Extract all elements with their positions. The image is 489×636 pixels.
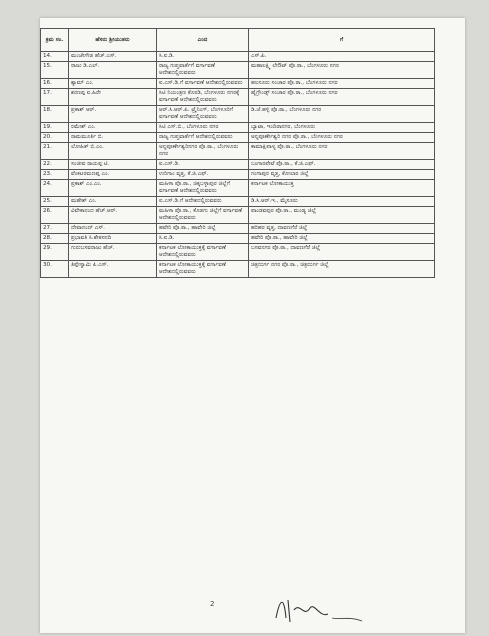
cell-serial-no: 16. (41, 78, 69, 88)
cell-from: ಹವೇರಿ ಪೊ.ಠಾ., ಹಾವೇರಿ ಜಿಲ್ಲೆ (157, 223, 249, 233)
cell-name: ವೆಂಕಟರಮಣಪ್ಪ ಎಂ. (69, 169, 157, 179)
cell-to: ಡಿ.ಸಿ.ಆರ್.ಇ., ಮೈಸೂರು (249, 196, 435, 206)
cell-name: ರಮೇಶ್ ಎಂ. (69, 122, 157, 132)
cell-name: ಶರಣಪ್ಪ ಐ.ಹಿರೇ (69, 88, 157, 105)
cell-from: ಸಿ.ಐ.ಡಿ. (157, 52, 249, 62)
cell-name: ದೇವಾನಂದ್ ಎಸ್. (69, 223, 157, 233)
cell-name: ಗುರುಬಸವರಾಜು ಹೆಚ್. (69, 243, 157, 260)
cell-to: ಹರಿಹರ ವೃತ್ತ, ದಾವಣಗೆರೆ ಜಿಲ್ಲೆ (249, 223, 435, 233)
cell-serial-no: 25. (41, 196, 69, 206)
cell-name: ರಾಜು ಡಿ.ಎಲ್. (69, 61, 157, 78)
cell-name: ವಿವೇಕಾನಂದ ಹೆಚ್.ಆರ್. (69, 206, 157, 223)
cell-to: ಮಹಾಲಕ್ಷ್ಮಿ ಲೇಔಟ್ ಪೊ.ಠಾ., ಬೆಂಗಳೂರು ನಗರ (249, 61, 435, 78)
cell-serial-no: 18. (41, 105, 69, 122)
cell-serial-no: 17. (41, 88, 69, 105)
cell-to: ಗಂಗಾಪುರ ವೃತ್ತ, ಕೋಲಾರ ಜಿಲ್ಲೆ (249, 169, 435, 179)
table-row (41, 61, 435, 78)
cell-from: ಮಹಿಳಾ ಪೊ.ಠಾ., ಚಿಕ್ಕಬಳ್ಳಾಪುರ ಜಿಲ್ಲೆಗೆ ವರ್ಗಾವಣೆ ಆದೇಶದಲ್ಲಿರುವವರು (157, 179, 249, 196)
cell-serial-no: 29. (41, 243, 69, 260)
table-row (41, 179, 435, 196)
cell-to: ಬಂಗಾರಪೇಟೆ ಪೊ.ಠಾ., ಕೆ.ಜಿ.ಎಫ್. (249, 159, 435, 169)
cell-from: ಸಿಟಿ ಎಸ್.ಬಿ., ಬೆಂಗಳೂರು ನಗರ (157, 122, 249, 132)
header-serial-no: ಕ್ರಮ ಸಂ. (41, 29, 69, 52)
cell-to: ಎಸ್.ಪಿ. (249, 52, 435, 62)
table-row (41, 206, 435, 223)
cell-name: ಪ್ರಭಾವತಿ ಸಿ.ಶೇತಸನದಿ (69, 233, 157, 243)
cell-serial-no: 28. (41, 233, 69, 243)
table-row (41, 196, 435, 206)
cell-to: ಕರ್ನಾಟಕ ಲೋಕಾಯುಕ್ತ (249, 179, 435, 196)
cell-serial-no: 21. (41, 142, 69, 159)
transfer-table (40, 28, 435, 278)
cell-from: ರಾಜ್ಯ ಗುಪ್ತವಾರ್ತೆಗೆ ಆದೇಶದಲ್ಲಿರುವವರು (157, 132, 249, 142)
header-to: ಗೆ (249, 29, 435, 52)
cell-from: ಸಿ.ಐ.ಡಿ. (157, 233, 249, 243)
cell-to: ಬಸವನಗರ ಪೊ.ಠಾ., ದಾವಣಗೆರೆ ಜಿಲ್ಲೆ (249, 243, 435, 260)
cell-serial-no: 19. (41, 122, 69, 132)
cell-from: ಕರ್ನಾಟಕ ಲೋಕಾಯುಕ್ತಕ್ಕೆ ವರ್ಗಾವಣೆ ಆದೇಶದಲ್ಲಿರುವವರು (157, 260, 249, 277)
cell-name: ಲೋಹಿತ್ ಬಿ.ಎಂ. (69, 142, 157, 159)
cell-serial-no: 26. (41, 206, 69, 223)
cell-name: ಪ್ರಕಾಶ್ ಆರ್. (69, 105, 157, 122)
table-row (41, 105, 435, 122)
cell-serial-no: 22. (41, 159, 69, 169)
signature-mark (270, 588, 380, 628)
table-row (41, 52, 435, 62)
table-row (41, 223, 435, 233)
cell-from: ಆರ್.ಸಿ.ಆರ್.ಪಿ. ಟ್ರೈನಿಂಗ್, ಬೆಂಗಳೂರಿಗೆ ವರ್ಗಾವಣೆ ಆದೇಶದಲ್ಲಿರುವವರು (157, 105, 249, 122)
cell-from: ಐ.ಎಸ್.ಡಿ. (157, 159, 249, 169)
cell-name: ತಿಪ್ಪೇಸ್ವಾಮಿ ಪಿ.ಎಸ್. (69, 260, 157, 277)
page-number: 2 (210, 600, 215, 608)
cell-to: ಅನ್ನಪೂರ್ಣೇಶ್ವರಿ ನಗರ ಪೊ.ಠಾ., ಬೆಂಗಳೂರು ನಗರ (249, 132, 435, 142)
table-row (41, 243, 435, 260)
header-from: ಎಂದ (157, 29, 249, 52)
cell-from: ಕರ್ನಾಟಕ ಲೋಕಾಯುಕ್ತಕ್ಕೆ ವರ್ಗಾವಣೆ ಆದೇಶದಲ್ಲಿರುವವರು (157, 243, 249, 260)
table-row (41, 122, 435, 132)
table-row (41, 169, 435, 179)
header-name: ಹೆಸರು ಶ್ರೀಯುತರು (69, 29, 157, 52)
cell-serial-no: 24. (41, 179, 69, 196)
table-row (41, 78, 435, 88)
cell-from: ರಾಜ್ಯ ಗುಪ್ತವಾರ್ತೆಗೆ ವರ್ಗಾವಣೆ ಆದೇಶದಲ್ಲಿರುವವರು (157, 61, 249, 78)
cell-to: ಪಾಂಡವಪುರ ಪೊ.ಠಾ., ಮಂಡ್ಯ ಜಿಲ್ಲೆ (249, 206, 435, 223)
cell-to: ಡಿ.ಜೆ.ಹಳ್ಳಿ ಪೊ.ಠಾ., ಬೆಂಗಳೂರು ನಗರ (249, 105, 435, 122)
cell-to: ಚಿತ್ರದುರ್ಗ ನಗರ ಪೊ.ಠಾ., ಚಿತ್ರದುರ್ಗ ಜಿಲ್ಲೆ (249, 260, 435, 277)
table-row (41, 132, 435, 142)
cell-to: ಹಲಸೂರು ಸಂಚಾರ ಪೊ.ಠಾ., ಬೆಂಗಳೂರು ನಗರ (249, 78, 435, 88)
cell-from: ಐ.ಎಸ್.ಡಿ.ಗೆ ಆದೇಶದಲ್ಲಿರುವವರು (157, 196, 249, 206)
cell-from: ಐ.ಎಸ್.ಡಿ.ಗೆ ವರ್ಗಾವಣೆ ಆದೇಶದಲ್ಲಿರುವವರು (157, 78, 249, 88)
cell-serial-no: 15. (41, 61, 69, 78)
cell-from: ಮಹಿಳಾ ಪೊ.ಠಾ., ಕೊಡಗು ಜಿಲ್ಲೆಗೆ ವರ್ಗಾವಣೆ ಆದೇಶದಲ್ಲಿರುವವರು (157, 206, 249, 223)
cell-name: ರಾಮಮೂರ್ತಿ ಬಿ. (69, 132, 157, 142)
cell-serial-no: 30. (41, 260, 69, 277)
cell-name: ಮಹೇಶ್ ಎಂ. (69, 196, 157, 206)
table-body (41, 52, 435, 278)
cell-to: ಕಾಮಾಕ್ಷಿಪಾಳ್ಯ ಪೊ.ಠಾ., ಬೆಂಗಳೂರು ನಗರ (249, 142, 435, 159)
table-row (41, 159, 435, 169)
cell-to: ಹೈಗ್ರೌಂಡ್ಸ್ ಸಂಚಾರ ಪೊ.ಠಾ., ಬೆಂಗಳೂರು ನಗರ (249, 88, 435, 105)
cell-name: ಸಂಜೀವ ರಾಯಪ್ಪ ಟಿ. (69, 159, 157, 169)
cell-serial-no: 14. (41, 52, 69, 62)
table-row (41, 142, 435, 159)
cell-serial-no: 20. (41, 132, 69, 142)
table-row (41, 260, 435, 277)
cell-serial-no: 23. (41, 169, 69, 179)
table-row (41, 88, 435, 105)
cell-name: ಪ್ರಕಾಶ್ ಎಂ.ಎಂ. (69, 179, 157, 196)
cell-to: ಹವೇರಿ ಪೊ.ಠಾ., ಹಾವೇರಿ ಜಿಲ್ಲೆ (249, 233, 435, 243)
cell-name: ಶ್ಯಾಮ್ ಎಂ. (69, 78, 157, 88)
table-row (41, 233, 435, 243)
cell-to: ಬ್ಯಾಟಾ, ಇಂದಿರಾನಗರ, ಬೆಂಗಳೂರು (249, 122, 435, 132)
cell-from: ಅನ್ನಪೂರ್ಣೇಶ್ವರಿನಗರ ಪೊ.ಠಾ., ಬೆಂಗಳೂರು ನಗರ (157, 142, 249, 159)
cell-serial-no: 27. (41, 223, 69, 233)
cell-from: ಉರಿಗಾಂ ವೃತ್ತ, ಕೆ.ಜಿ.ಎಫ್. (157, 169, 249, 179)
table-header-row (41, 29, 435, 52)
cell-name: ಮಂಜೇಗೌಡ ಹೆಚ್.ಎಸ್. (69, 52, 157, 62)
cell-from: ಸಿಟಿ ನಿಯಂತ್ರಣ ಕೊಠಡಿ, ಬೆಂಗಳೂರು ನಗರಕ್ಕೆ ವರ್ಗಾವಣೆ ಆದೇಶದಲ್ಲಿರುವವರು (157, 88, 249, 105)
